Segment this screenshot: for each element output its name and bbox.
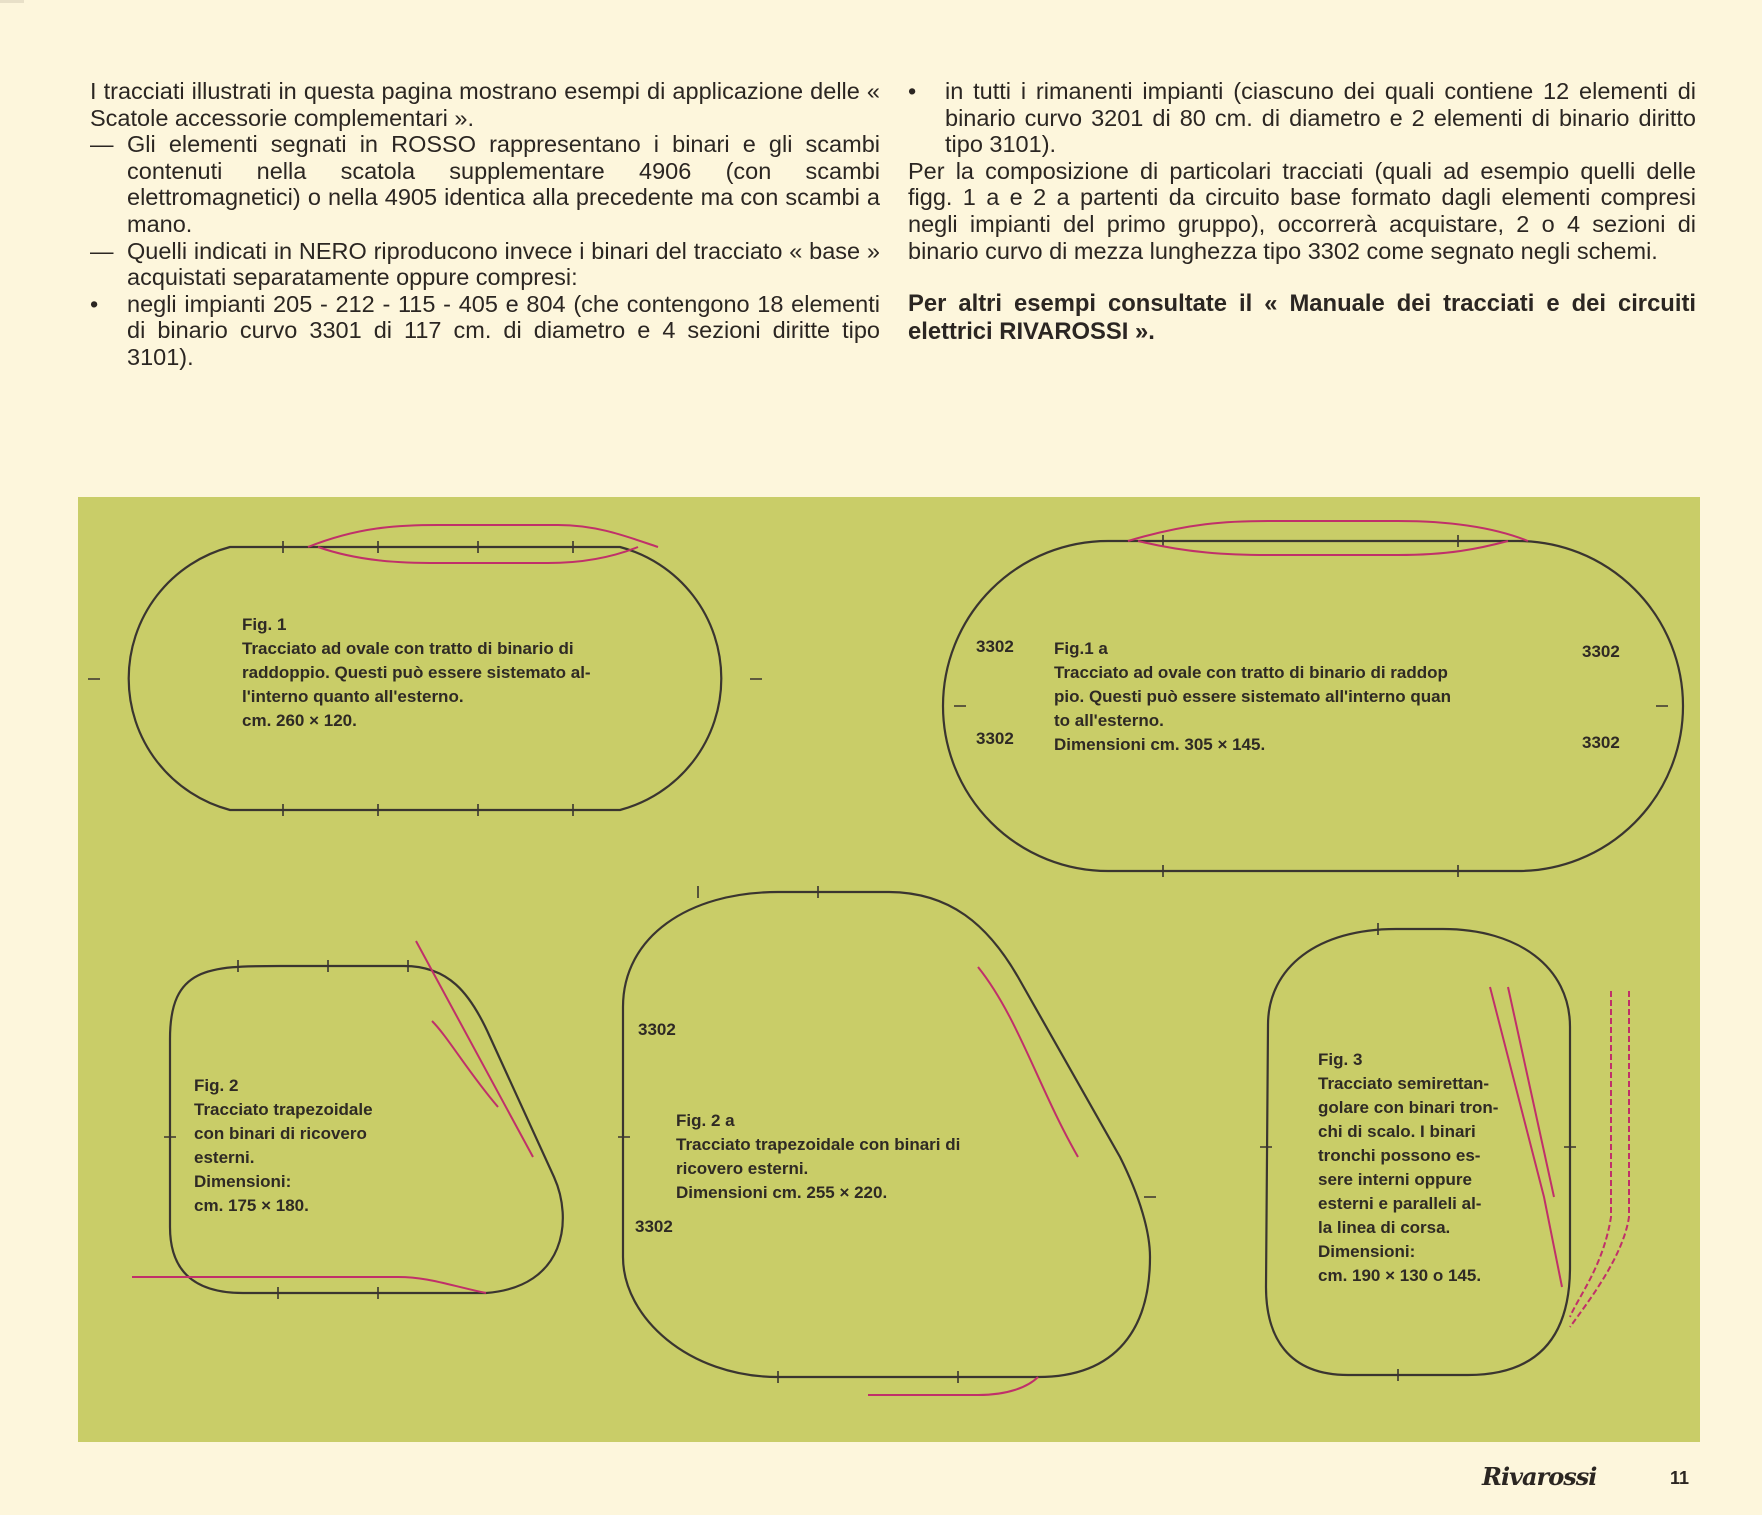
fig3-line: Tracciato semirettan- xyxy=(1318,1074,1490,1093)
fig2-line: Tracciato trapezoidale xyxy=(194,1100,373,1119)
text-column-left xyxy=(90,78,880,371)
list-item-red xyxy=(90,131,880,237)
bullet-item-other-sets-text: in tutti i rimanenti impianti (ciascuno dei quali contiene 12 elementi di binario curvo 3201 di 80 cm. di diametro e 2 elementi di binario diritto tipo 3101). xyxy=(945,78,1696,158)
text-column-right xyxy=(908,78,1696,346)
fig1a-track-label: 3302 xyxy=(1582,733,1620,752)
dash-mark: — xyxy=(90,131,114,158)
fig1a-track-label: 3302 xyxy=(976,729,1014,748)
fig2a-line: ricovero esterni. xyxy=(676,1159,809,1178)
fig2-line: con binari di ricovero xyxy=(194,1124,367,1143)
corner-mark xyxy=(0,0,24,3)
fig1-line: raddoppio. Questi può essere sistemato al- xyxy=(242,663,591,682)
fig2a-line: Tracciato trapezoidale con binari di xyxy=(676,1135,961,1154)
manual-note: Per altri esempi consultate il « Manuale dei tracciati e dei circuiti elettrici RIVAROSSI ». xyxy=(908,290,1696,346)
fig1a-line: pio. Questi può essere sistemato all'interno quan xyxy=(1054,687,1452,706)
fig3-line: golare con binari tron- xyxy=(1318,1098,1499,1117)
composition-paragraph: Per la composizione di particolari tracciati (quali ad esempio quelli delle figg. 1 a e 2 a partenti da circuito base formato dagli elementi compresi negli impianti del primo gruppo), occorrerà acquistare, 2 o 4 sezioni di binario curvo di mezza lunghezza tipo 3302 come segnato negli schemi. xyxy=(908,157,1696,264)
track-plans-plate xyxy=(78,497,1700,1442)
fig3-line: cm. 190 × 130 o 145. xyxy=(1318,1266,1482,1285)
fig3-line: sere interni oppure xyxy=(1318,1170,1472,1189)
bullet-item-first-group-text: negli impianti 205 - 212 - 115 - 405 e 804 (che contengono 18 elementi di binario curvo 3301 di 117 cm. di diametro e 4 sezioni diritte tipo 3101). xyxy=(127,290,880,370)
bullet-mark: • xyxy=(908,78,917,104)
page-number: 11 xyxy=(1670,1468,1690,1488)
fig3-line: la linea di corsa. xyxy=(1318,1218,1451,1237)
fig1-line: l'interno quanto all'esterno. xyxy=(242,687,464,706)
fig3-caption xyxy=(1318,1048,1530,1288)
intro-paragraph: I tracciati illustrati in questa pagina mostrano esempi di applicazione delle « Scatole accessorie complementari ». xyxy=(90,78,880,131)
fig2-line: esterni. xyxy=(194,1148,255,1167)
fig3-line: tronchi possono es- xyxy=(1318,1146,1481,1165)
fig2a-line: Dimensioni cm. 255 × 220. xyxy=(676,1183,888,1202)
fig3-line: esterni e paralleli al- xyxy=(1318,1194,1482,1213)
fig3-title: Fig. 3 xyxy=(1318,1050,1363,1069)
fig2a-track-label: 3302 xyxy=(638,1020,676,1039)
fig3-line: Dimensioni: xyxy=(1318,1242,1416,1261)
fig1-line: Tracciato ad ovale con tratto di binario di xyxy=(242,639,574,658)
fig1a-track-label: 3302 xyxy=(976,637,1014,656)
fig2-line: cm. 175 × 180. xyxy=(194,1196,309,1215)
fig2a-title: Fig. 2 a xyxy=(676,1111,735,1130)
bullet-item-first-group xyxy=(90,291,880,371)
list-item-black-text: Quelli indicati in NERO riproducono invece i binari del tracciato « base » acquistati separatamente oppure compresi: xyxy=(127,237,880,291)
fig2-line: Dimensioni: xyxy=(194,1172,292,1191)
dash-mark: — xyxy=(90,237,114,264)
fig2-title: Fig. 2 xyxy=(194,1076,239,1095)
fig2-caption xyxy=(194,1074,424,1218)
fig3-line: chi di scalo. I binari xyxy=(1318,1122,1476,1141)
fig1a-title: Fig.1 a xyxy=(1054,639,1108,658)
rivarossi-logo: Rivarossi xyxy=(1482,1462,1597,1491)
fig2a-track-label: 3302 xyxy=(635,1217,673,1236)
fig1a-caption xyxy=(1054,637,1534,757)
fig1a-line: Dimensioni cm. 305 × 145. xyxy=(1054,735,1266,754)
fig1-line: cm. 260 × 120. xyxy=(242,711,357,730)
fig1-title: Fig. 1 xyxy=(242,615,287,634)
fig1-caption xyxy=(242,613,692,733)
fig1a-line: to all'esterno. xyxy=(1054,711,1164,730)
fig1a-track-label: 3302 xyxy=(1582,642,1620,661)
fig2a-caption xyxy=(676,1109,1042,1205)
bullet-item-other-sets xyxy=(908,78,1696,158)
fig1a-line: Tracciato ad ovale con tratto di binario di raddop xyxy=(1054,663,1448,682)
list-item-red-text: Gli elementi segnati in ROSSO rappresentano i binari e gli scambi contenuti nella scatola supplementare 4906 (con scambi elettromagnetici) o nella 4905 identica alla precedente ma con scambi a mano. xyxy=(127,131,880,237)
list-item-black xyxy=(90,238,880,291)
bullet-mark: • xyxy=(90,290,99,317)
